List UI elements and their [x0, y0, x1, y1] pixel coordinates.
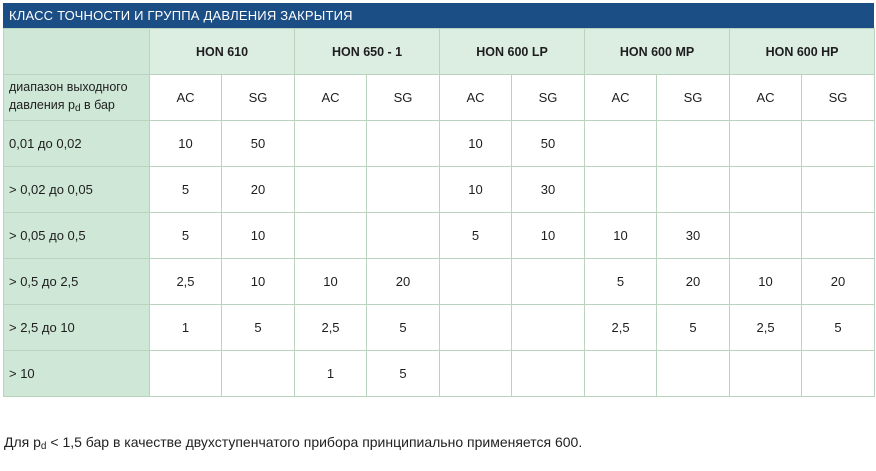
device-header-row	[4, 29, 875, 75]
range-header-cell	[4, 75, 150, 121]
table-cell: 10	[222, 213, 295, 259]
table-cell	[730, 121, 802, 167]
table-cell	[657, 121, 730, 167]
table-cell: 20	[657, 259, 730, 305]
table-cell: 10	[730, 259, 802, 305]
table-cell	[657, 167, 730, 213]
table-cell	[802, 167, 875, 213]
table-cell	[295, 121, 367, 167]
table-cell	[802, 213, 875, 259]
table-cell	[730, 351, 802, 397]
table-cell	[802, 351, 875, 397]
table-cell	[440, 351, 512, 397]
table-cell: 5	[585, 259, 657, 305]
table-cell	[367, 167, 440, 213]
table-cell: 5	[802, 305, 875, 351]
pressure-class-table	[3, 28, 875, 397]
row-label: > 2,5 до 10	[4, 305, 150, 351]
subheader-sg: SG	[367, 75, 440, 121]
table-cell: 2,5	[150, 259, 222, 305]
table-cell: 20	[367, 259, 440, 305]
footnote	[4, 434, 582, 452]
table-cell	[150, 351, 222, 397]
row-label: > 0,02 до 0,05	[4, 167, 150, 213]
table-cell	[222, 351, 295, 397]
device-header-hon-610: HON 610	[150, 29, 295, 75]
table-cell	[802, 121, 875, 167]
table-cell	[295, 213, 367, 259]
table-cell	[585, 121, 657, 167]
table-cell	[657, 351, 730, 397]
table-cell	[730, 167, 802, 213]
table-row	[4, 167, 875, 213]
table-row	[4, 351, 875, 397]
table-cell: 20	[222, 167, 295, 213]
table-cell	[512, 259, 585, 305]
table-cell: 10	[295, 259, 367, 305]
table-cell: 30	[512, 167, 585, 213]
footnote-subscript: d	[40, 441, 47, 452]
subheader-row	[4, 75, 875, 121]
table-title: КЛАСС ТОЧНОСТИ И ГРУППА ДАВЛЕНИЯ ЗАКРЫТИЯ	[3, 3, 874, 28]
table-cell: 20	[802, 259, 875, 305]
subheader-ac: AC	[585, 75, 657, 121]
table-cell: 2,5	[730, 305, 802, 351]
table-cell	[585, 351, 657, 397]
table-cell: 2,5	[295, 305, 367, 351]
table-row	[4, 305, 875, 351]
subheader-sg: SG	[657, 75, 730, 121]
range-header-subscript: d	[74, 102, 81, 114]
table-cell: 5	[222, 305, 295, 351]
table-cell: 2,5	[585, 305, 657, 351]
table-cell: 10	[512, 213, 585, 259]
table-cell	[512, 305, 585, 351]
range-header-line2-pre: давления p	[9, 97, 75, 112]
table-cell	[440, 259, 512, 305]
table-cell: 5	[657, 305, 730, 351]
row-label: 0,01 до 0,02	[4, 121, 150, 167]
subheader-ac: AC	[150, 75, 222, 121]
row-label: > 10	[4, 351, 150, 397]
table-cell	[367, 213, 440, 259]
table-row	[4, 259, 875, 305]
corner-cell	[4, 29, 150, 75]
row-label: > 0,05 до 0,5	[4, 213, 150, 259]
table-row	[4, 213, 875, 259]
subheader-sg: SG	[512, 75, 585, 121]
pressure-class-table-container	[3, 3, 874, 397]
table-cell: 10	[222, 259, 295, 305]
device-header-hon-650-1: HON 650 - 1	[295, 29, 440, 75]
table-cell: 50	[222, 121, 295, 167]
table-cell	[730, 213, 802, 259]
table-cell: 10	[150, 121, 222, 167]
table-cell: 5	[440, 213, 512, 259]
table-cell: 10	[440, 167, 512, 213]
range-header-line1: диапазон выходного	[9, 79, 128, 94]
subheader-ac: AC	[440, 75, 512, 121]
subheader-sg: SG	[222, 75, 295, 121]
range-header-line2-post: в бар	[80, 97, 115, 112]
table-cell: 10	[440, 121, 512, 167]
footnote-post: < 1,5 бар в качестве двухступенчатого прибора принципиально применяется 600.	[46, 434, 583, 450]
table-cell: 30	[657, 213, 730, 259]
table-cell	[512, 351, 585, 397]
device-header-hon-600-mp: HON 600 MP	[585, 29, 730, 75]
subheader-ac: AC	[295, 75, 367, 121]
table-cell: 5	[367, 305, 440, 351]
subheader-sg: SG	[802, 75, 875, 121]
row-label: > 0,5 до 2,5	[4, 259, 150, 305]
table-row	[4, 121, 875, 167]
table-cell: 1	[150, 305, 222, 351]
device-header-hon-600-lp: HON 600 LP	[440, 29, 585, 75]
table-cell: 50	[512, 121, 585, 167]
table-cell	[440, 305, 512, 351]
table-cell: 5	[150, 213, 222, 259]
table-cell	[367, 121, 440, 167]
table-cell: 5	[367, 351, 440, 397]
footnote-pre: Для p	[4, 434, 41, 450]
table-cell	[585, 167, 657, 213]
table-cell: 5	[150, 167, 222, 213]
device-header-hon-600-hp: HON 600 HP	[730, 29, 875, 75]
subheader-ac: AC	[730, 75, 802, 121]
table-cell: 1	[295, 351, 367, 397]
table-cell: 10	[585, 213, 657, 259]
table-cell	[295, 167, 367, 213]
